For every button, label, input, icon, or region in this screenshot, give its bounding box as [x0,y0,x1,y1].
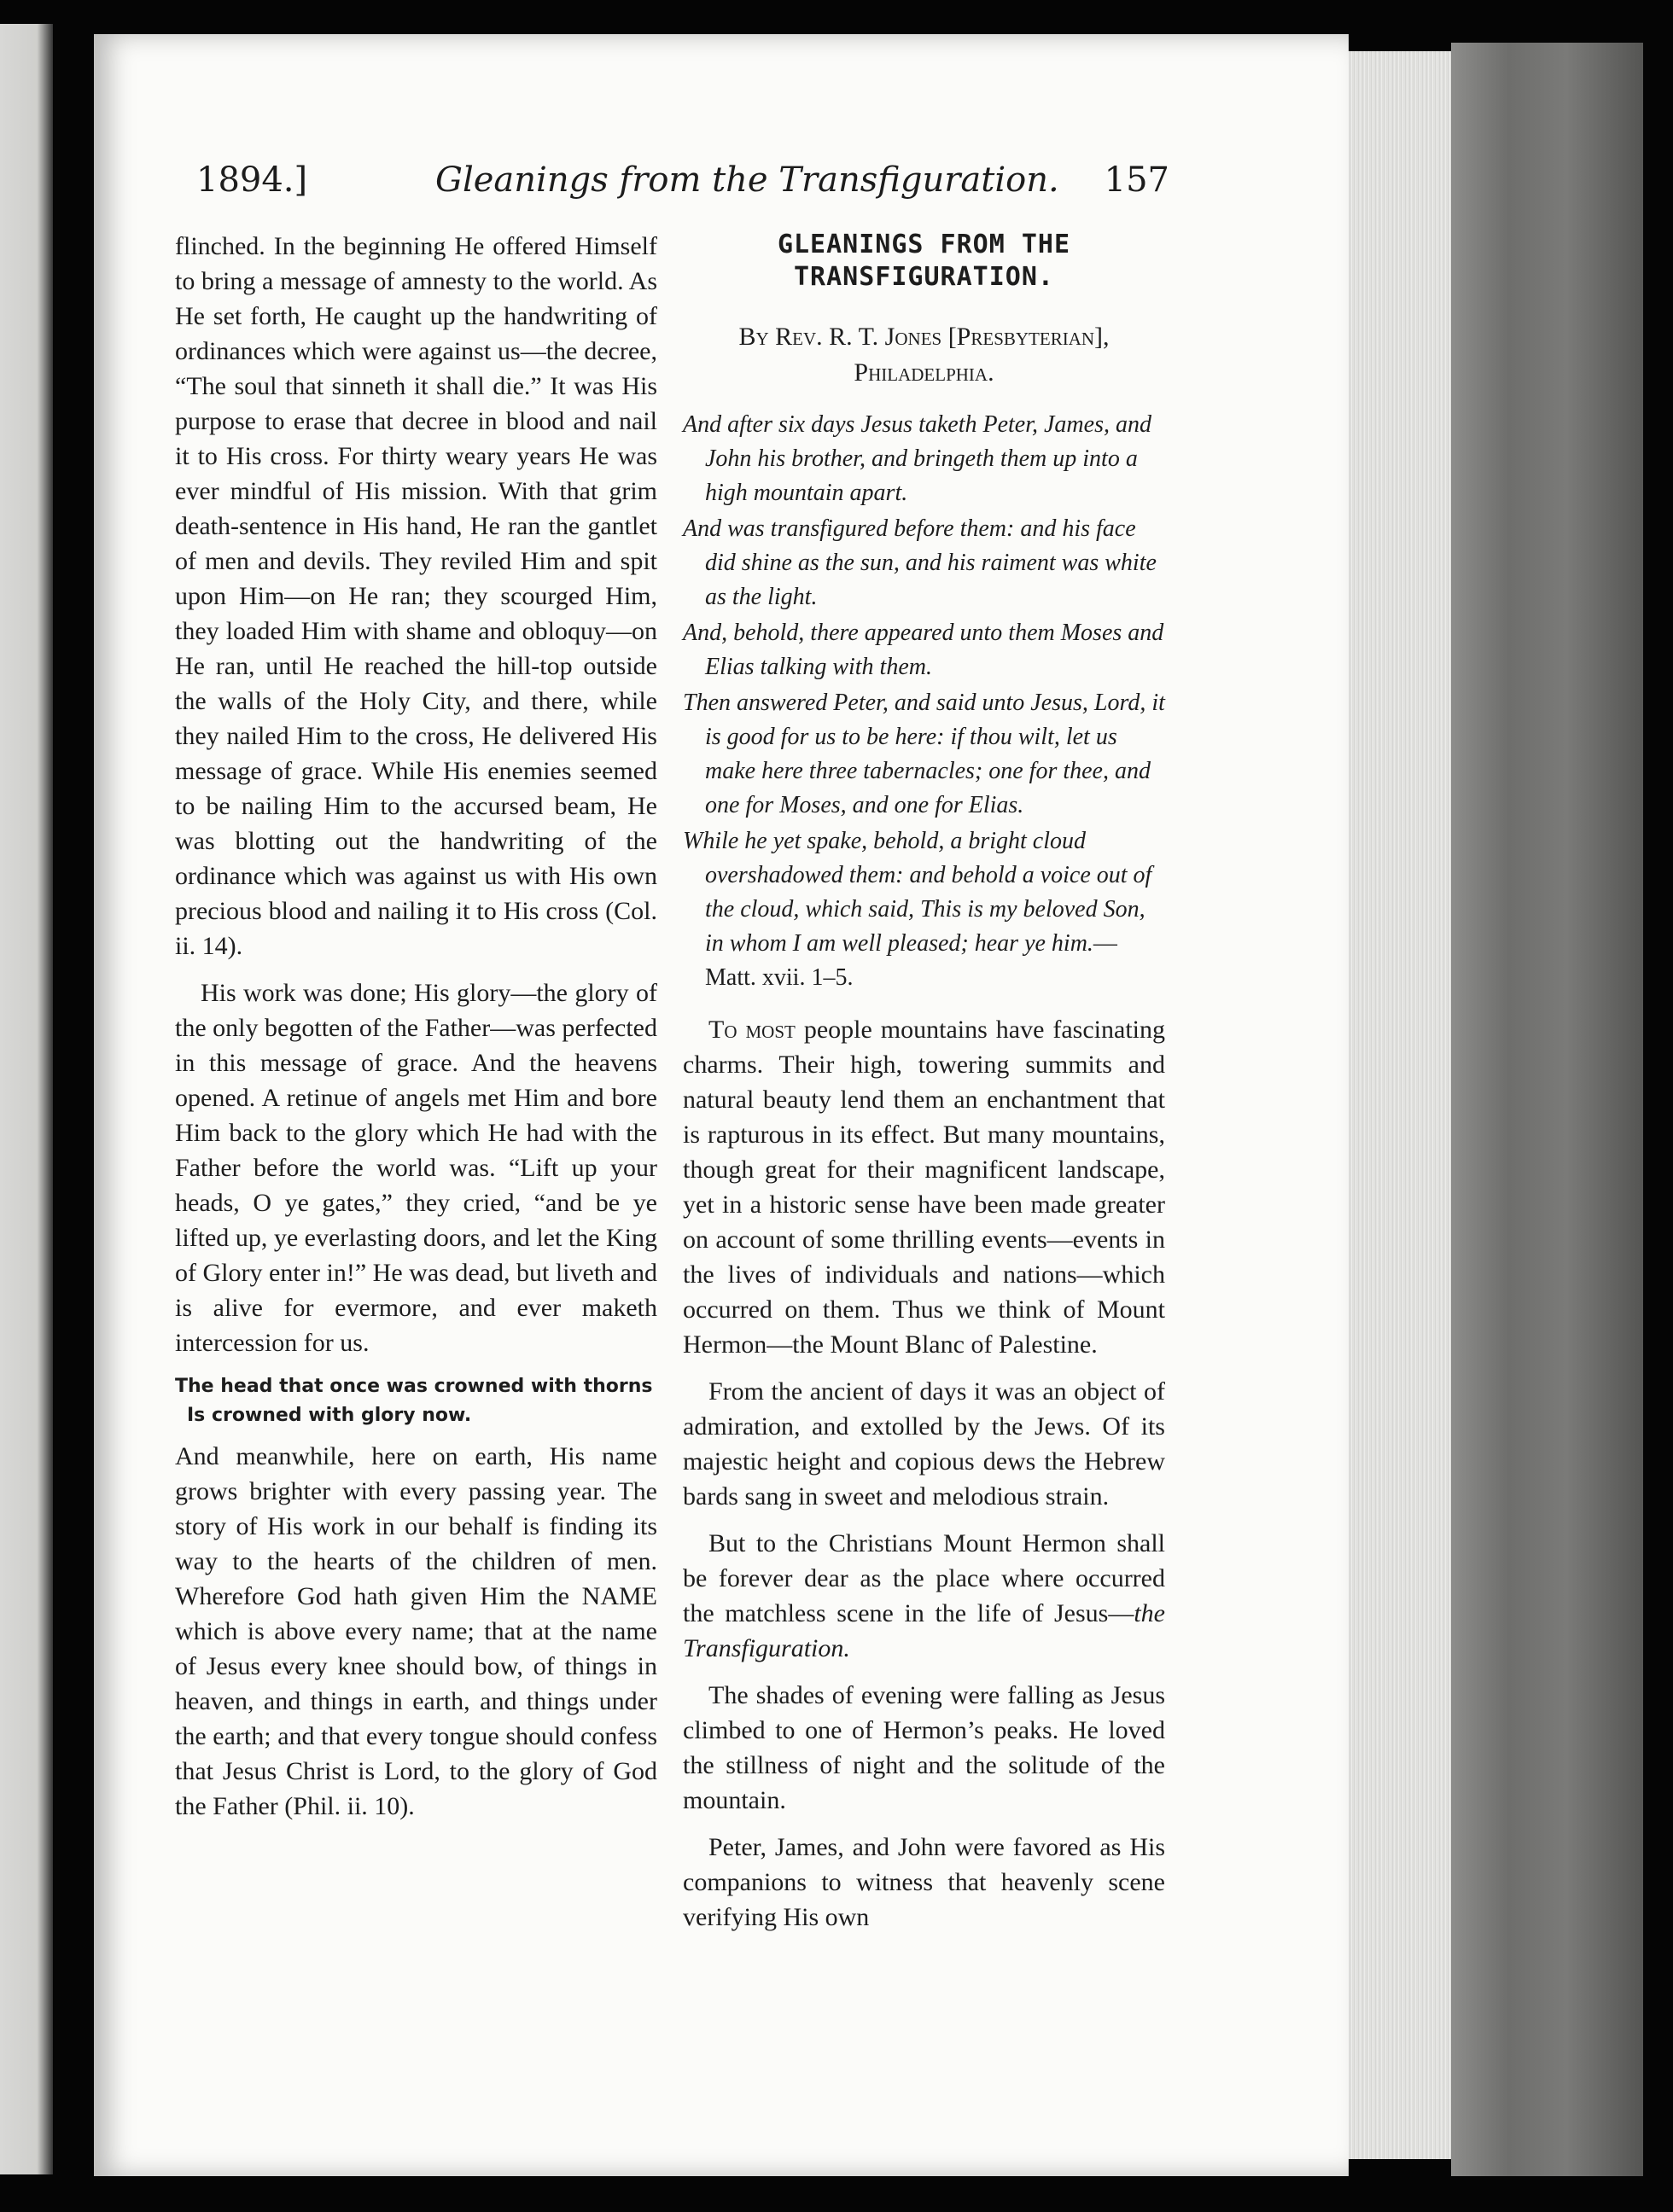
page-stack-edge [1336,51,1455,2159]
right-paragraph-3 [683,1526,1165,1666]
scripture-epigraph [683,408,1165,995]
left-page-edge [0,24,53,2174]
paragraph-lead-smallcaps: To most [708,1016,796,1044]
epigraph-verse-5-text: While he yet spake, behold, a bright cloud overshadowed them: and behold a voice out of the cloud, which said, This is my beloved Son, in whom I am well pleased; hear ye him. [683,828,1152,957]
poem-line-2: Is crowned with glory now. [187,1405,472,1426]
left-paragraph-1: flinched. In the beginning He offered Himself to bring a message of amnesty to the world. As He set forth, He caught up the handwriting of ordinances which were against us—the decree, “The soul that sinneth it shall die.” It was His purpose to erase that decree in blood and nail it to His cross. For thirty weary years He was ever mindful of His mission. With that grim death-sentence in His hand, He ran the gantlet of men and devils. They reviled Him and spit upon Him—on He ran; they scourged Him, they loaded Him with shame and obloquy—on He ran, until He reached the hill-top outside the walls of the Holy City, and there, while they nailed Him to the cross, He delivered His message of grace. While His enemies seemed to be nailing Him to the accursed beam, He was blotting out the handwriting of the ordinance which was against us with His own precious blood and nailing it to His cross (Col. ii. 14). [175,232,657,960]
epigraph-verse-5 [683,824,1165,995]
epigraph-reference: —Matt. xvii. 1–5. [705,930,1117,991]
left-paragraph-3: And meanwhile, here on earth, His name grows brighter with every passing year. The story of His work in our behalf is finding its way to the hearts of the children of men. Wherefore God hath given Him the NAME which is above every name; that at the name of Jesus every knee should bow, of things in heaven, and things in earth, and things under the earth; and that every tongue should confess that Jesus Christ is Lord, to the glory of God the Father (Phil. ii. 10). [175,1442,657,1820]
right-paragraph-1 [683,1012,1165,1362]
article-title: GLEANINGS FROM THE TRANSFIGURATION. [777,230,1071,292]
header-year: 1894.] [196,160,308,200]
article-byline: By Rev. R. T. Jones [Presbyterian], Philadelphia. [738,323,1110,387]
left-column [175,229,657,1836]
epigraph-verse-1: And after six days Jesus taketh Peter, James, and John his brother, and bringeth them up into a high mountain apart. [683,411,1151,506]
epigraph-verse-2: And was transfigured before them: and his face did shine as the sun, and his raiment was white as the light. [683,515,1157,610]
page-number: 157 [1104,160,1169,200]
right-paragraph-3-text: But to the Christians Mount Hermon shall be forever dear as the place where occurred the matchless scene in the life of Jesus— [683,1529,1165,1627]
left-paragraph-2: His work was done; His glory—the glory of the only begotten of the Father—was perfected in this message of grace. And the heavens opened. A retinue of angels met Him and bore Him back to the glory which He had with the Father before the world was. “Lift up your heads, O ye gates,” they cried, “and be ye lifted up, ye everlasting doors, and let the King of Glory enter in!” He was dead, but liveth and is alive for evermore, and ever maketh intercession for us. [175,979,657,1357]
epigraph-verse-3: And, behold, there appeared unto them Moses and Elias talking with them. [683,620,1164,680]
poem-quote [175,1372,657,1430]
right-column [683,229,1165,1947]
right-paragraph-2: From the ancient of days it was an object of admiration, and extolled by the Jews. Of its majestic height and copious dews the Hebrew bards sang in sweet and melodious strain. [683,1377,1165,1511]
running-title: Gleanings from the Transfiguration. [435,160,1059,200]
book-binding [1451,43,1643,2176]
right-paragraph-4: The shades of evening were falling as Jesus climbed to one of Hermon’s peaks. He loved the stillness of night and the solitude of the mountain. [683,1681,1165,1814]
right-paragraph-5: Peter, James, and John were favored as His companions to witness that heavenly scene verifying His own [683,1833,1165,1931]
page-header [188,160,1195,212]
right-paragraph-1-text: people mountains have fascinating charms. Their high, towering summits and natural beauty lend them an enchantment that is rapturous in its effect. But many mountains, though great for their magnificent landscape, yet in a historic sense have been made greater on account of some thrilling events—events in the lives of individuals and nations—which occurred on them. Thus we think of Mount Hermon—the Mount Blanc of Palestine. [683,1016,1165,1359]
poem-line-1: The head that once was crowned with thorns [175,1376,653,1397]
right-paragraph-3-italic: the Transfiguration. [683,1599,1165,1662]
epigraph-verse-4: Then answered Peter, and said unto Jesus, Lord, it is good for us to be here: if thou wilt, let us make here three tabernacles; one for thee, and one for Moses, and one for Elias. [683,690,1165,818]
